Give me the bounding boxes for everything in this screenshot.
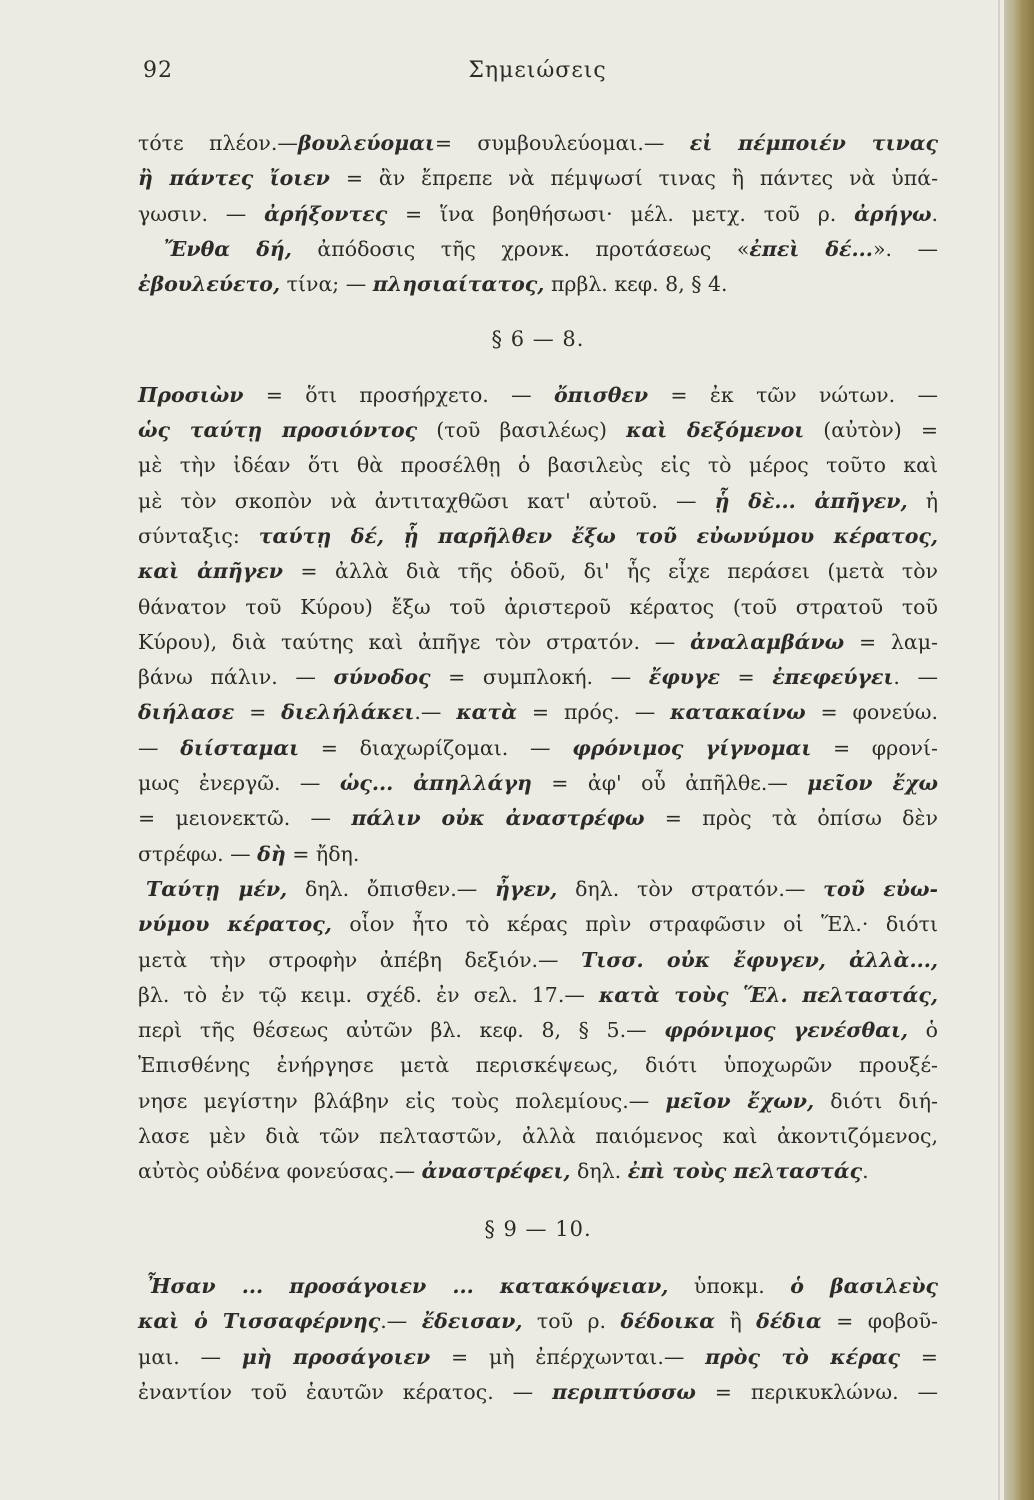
text-line xyxy=(138,872,938,907)
lemma-term: μὴ προσάγοιεν xyxy=(241,1344,431,1369)
text-line xyxy=(138,267,938,302)
gloss-text: μετὰ τὴν στροφὴν ἀπέβη δεξιόν.— xyxy=(138,947,582,972)
gloss-text: ἐναντίον τοῦ ἑαυτῶν κέρατος. — xyxy=(138,1379,553,1404)
lemma-term: ἔφυγε xyxy=(648,665,720,690)
gloss-text: τίνα; — xyxy=(280,272,373,297)
gloss-text: ὁ xyxy=(908,1018,938,1043)
lemma-term: Ἔνθα δή, xyxy=(164,236,292,261)
lemma-term: βουλεύομαι xyxy=(297,131,435,155)
gloss-text: οἷον ἦτο τὸ κέρας πρὶν στραφῶσιν οἱ Ἕλ.· διότι xyxy=(331,912,939,937)
text-line xyxy=(138,1269,938,1304)
gloss-text: θάνατον τοῦ Κύρου) ἔξω τοῦ ἀριστεροῦ κέρατος (τοῦ στρατοῦ τοῦ xyxy=(138,594,938,619)
lemma-term: δέδοικα xyxy=(620,1309,716,1334)
running-title: Σημειώσεις xyxy=(468,58,607,83)
lemma-term: μεῖον ἔχων, xyxy=(665,1088,815,1113)
lemma-term: Ταύτῃ μέν, xyxy=(146,876,288,901)
lemma-term: ἀναστρέφει, xyxy=(421,1159,571,1184)
lemma-term: δέδια xyxy=(756,1309,822,1334)
lemma-term: εἰ πέμποιέν τινας xyxy=(689,131,938,155)
lemma-term: ἀναλαμβάνω xyxy=(690,629,845,654)
lemma-term: ὄπισθεν xyxy=(554,382,649,407)
lemma-term: ἀρήξοντες xyxy=(264,201,388,226)
text-line xyxy=(138,484,938,519)
lemma-term: δὴ xyxy=(257,841,286,866)
gloss-text: τοῦ ρ. xyxy=(522,1309,621,1334)
gloss-text: = φοβοῦ- xyxy=(821,1309,938,1334)
text-line xyxy=(138,161,938,196)
lemma-term: κατακαίνω xyxy=(670,700,806,725)
gloss-text: λασε μὲν διὰ τῶν πελταστῶν, ἀλλὰ παιόμενος καὶ ἀκοντιζόμενος, xyxy=(138,1124,938,1149)
lemma-term: ἐβουλεύετο, xyxy=(138,272,281,297)
lemma-term: ἐπεὶ δέ... xyxy=(749,236,873,261)
gloss-text: .— xyxy=(380,1309,422,1334)
text-line xyxy=(138,907,938,942)
gloss-text: = ἐκ τῶν νώτων. — xyxy=(648,382,939,407)
gloss-text: στρέφω. — xyxy=(138,841,258,866)
text-line xyxy=(138,1013,938,1048)
gloss-text: = λαμ- xyxy=(844,629,938,654)
gloss-text: διότι διή- xyxy=(814,1088,938,1113)
lemma-term: Ἦσαν ... προσάγοιεν ... κατακόψειαν, xyxy=(146,1273,669,1298)
text-line xyxy=(138,554,938,589)
gloss-text: δηλ. τὸν στρατόν.— xyxy=(557,876,824,901)
gloss-text: = ἀφ' οὗ ἀπῆλθε.— xyxy=(531,771,808,796)
gloss-text: ἢ xyxy=(715,1309,757,1334)
gloss-text: ὑποκμ. xyxy=(668,1273,791,1298)
lemma-term: ὡς... ἀπηλλάγη xyxy=(339,771,532,796)
lemma-term: φρόνιμος γενέσθαι, xyxy=(664,1018,908,1043)
gloss-text: δηλ. ὄπισθεν.— xyxy=(287,876,496,901)
gloss-text: = xyxy=(900,1344,938,1369)
lemma-term: ᾗ δὲ... ἀπῆγεν, xyxy=(714,488,908,513)
gloss-text: βάνω πάλιν. — xyxy=(138,665,334,690)
gloss-text: = φρονί- xyxy=(811,735,938,760)
gloss-text: = περικυκλώνω. — xyxy=(695,1379,939,1404)
text-line xyxy=(138,448,938,483)
lemma-term: νύμου κέρατος, xyxy=(138,912,332,937)
gloss-text: = ἤδη. xyxy=(285,841,360,866)
gloss-text: = ἵνα βοηθήσωσι· μέλ. μετχ. τοῦ ρ. xyxy=(387,201,855,226)
text-line xyxy=(138,978,938,1013)
text-line xyxy=(138,837,938,872)
gloss-text: — xyxy=(138,735,181,760)
lemma-term: διήλασε xyxy=(138,700,235,725)
text-line xyxy=(138,660,938,695)
gloss-text: τότε πλέον.— xyxy=(138,131,298,155)
lemma-term: ταύτῃ δέ, ᾗ παρῆλθεν ἔξω τοῦ εὐωνύμου κέρατος, xyxy=(258,523,938,548)
section-heading: § 9 — 10. xyxy=(484,1216,592,1241)
gloss-text: μως ἐνεργῶ. — xyxy=(138,771,340,796)
lemma-term: ἀρήγω xyxy=(854,201,932,226)
text-line xyxy=(138,766,938,801)
gloss-text: = συμπλοκή. — xyxy=(430,665,649,690)
text-line xyxy=(138,232,938,267)
gloss-text: .— xyxy=(414,700,457,725)
gloss-text: Κύρου), διὰ ταύτης καὶ ἀπῆγε τὸν στρατόν. — xyxy=(138,629,691,654)
book-page-edge xyxy=(1004,0,1034,1500)
gloss-text: = ἀλλὰ διὰ τῆς ὁδοῦ, δι' ἧς εἶχε περάσει (μετὰ τὸν xyxy=(283,559,938,584)
text-line xyxy=(138,413,938,448)
gloss-text: ». — xyxy=(872,236,938,261)
page-gutter-line xyxy=(998,0,1000,1500)
lemma-term: ὡς ταύτῃ προσιόντος xyxy=(138,418,418,443)
gloss-text: = μὴ ἐπέρχωνται.— xyxy=(430,1344,706,1369)
text-line xyxy=(138,943,938,978)
lemma-term: καὶ ὁ Τισσαφέρνης xyxy=(138,1309,381,1334)
gloss-text: . xyxy=(931,201,939,226)
gloss-text: = ὅτι προσήρχετο. — xyxy=(243,382,554,407)
gloss-text: (τοῦ βασιλέως) xyxy=(417,418,627,443)
lemma-term: φρόνιμος γίγνομαι xyxy=(572,735,812,760)
gloss-text: = διαχωρίζομαι. — xyxy=(299,735,573,760)
page-header xyxy=(135,58,940,98)
gloss-text: σύνταξις: xyxy=(138,523,259,548)
gloss-text: ἀπόδοσις τῆς χρονκ. προτάσεως « xyxy=(291,236,750,261)
text-line xyxy=(138,590,938,625)
gloss-text: μαι. — xyxy=(138,1344,242,1369)
gloss-text: νησε μεγίστην βλάβην εἰς τοὺς πολεμίους.— xyxy=(138,1088,666,1113)
gloss-text: αὐτὸς οὐδένα φονεύσας.— xyxy=(138,1159,422,1184)
lemma-term: μεῖον ἔχω xyxy=(807,771,938,796)
gloss-text: μὲ τὴν ἰδέαν ὅτι θὰ προσέλθῃ ὁ βασιλεὺς εἰς τὸ μέρος τοῦτο καὶ xyxy=(138,453,938,478)
notes-body xyxy=(138,126,938,1410)
text-line xyxy=(138,1304,938,1339)
text-line xyxy=(138,1154,938,1189)
lemma-term: κατὰ xyxy=(456,700,518,725)
text-line xyxy=(138,1084,938,1119)
gloss-text: = πρὸς τὰ ὀπίσω δὲν xyxy=(644,806,938,831)
text-line xyxy=(138,1340,938,1375)
gloss-text: = πρός. — xyxy=(517,700,671,725)
lemma-term: ἐπὶ τοὺς πελταστάς xyxy=(627,1159,863,1184)
lemma-term: πάλιν οὐκ ἀναστρέφω xyxy=(351,806,645,831)
text-line xyxy=(138,519,938,554)
lemma-term: καὶ δεξόμενοι xyxy=(626,418,805,443)
lemma-term: Προσιὼν xyxy=(138,382,244,407)
lemma-term: κατὰ τοὺς Ἕλ. πελταστάς, xyxy=(598,982,938,1007)
lemma-term: ἐπεφεύγει xyxy=(772,665,894,690)
lemma-term: ἔδεισαν, xyxy=(421,1309,523,1334)
lemma-term: Τισσ. οὐκ ἔφυγεν, ἀλλὰ..., xyxy=(581,947,938,972)
gloss-text: Ἐπισθένης ἐνήργησε μετὰ περισκέψεως, διότι ὑποχωρῶν προυξέ- xyxy=(138,1053,938,1078)
lemma-term: τοῦ εὐω- xyxy=(823,876,938,901)
lemma-term: σύνοδος xyxy=(333,665,431,690)
lemma-term: πλησιαίτατος, xyxy=(372,272,545,297)
lemma-term: ὁ βασιλεὺς xyxy=(790,1273,938,1298)
gloss-text: = μειονεκτῶ. — xyxy=(138,806,352,831)
gloss-text: βλ. τὸ ἐν τῷ κειμ. σχέδ. ἐν σελ. 17.— xyxy=(138,982,599,1007)
gloss-text: = xyxy=(234,700,282,725)
lemma-term: διελήλάκει xyxy=(281,700,415,725)
text-line xyxy=(138,801,938,836)
lemma-term: καὶ ἀπῆγεν xyxy=(138,559,283,584)
section-heading: § 6 — 8. xyxy=(491,327,585,352)
gloss-text: ἡ xyxy=(907,488,938,513)
lemma-term: διίσταμαι xyxy=(180,735,300,760)
text-line xyxy=(138,197,938,232)
text-line xyxy=(138,1119,938,1154)
text-line xyxy=(138,695,938,730)
lemma-term: ἦγεν, xyxy=(495,876,558,901)
text-line xyxy=(138,1375,938,1410)
page-number: 92 xyxy=(143,58,173,83)
text-line xyxy=(138,625,938,660)
gloss-text: = ἂν ἔπρεπε νὰ πέμψωσί τινας ἢ πάντες νὰ ὑπά- xyxy=(329,166,938,191)
gloss-text: δηλ. xyxy=(570,1159,628,1184)
text-line xyxy=(138,126,938,161)
gloss-text: περὶ τῆς θέσεως αὐτῶν βλ. κεφ. 8, § 5.— xyxy=(138,1018,665,1043)
gloss-text: . — xyxy=(893,665,938,690)
lemma-term: περιπτύσσω xyxy=(552,1379,696,1404)
gloss-text: . xyxy=(862,1159,869,1184)
gloss-text: μὲ τὸν σκοπὸν νὰ ἀντιταχθῶσι κατ' αὐτοῦ. — xyxy=(138,488,715,513)
lemma-term: πρὸς τὸ κέρας xyxy=(705,1344,900,1369)
gloss-text: πρβλ. κεφ. 8, § 4. xyxy=(544,272,728,297)
lemma-term: ἢ πάντες ἴοιεν xyxy=(138,166,330,191)
text-line xyxy=(138,1048,938,1083)
gloss-text: = συμβουλεύομαι.— xyxy=(434,131,690,155)
text-line xyxy=(138,731,938,766)
gloss-text: = φονεύω. xyxy=(805,700,938,725)
gloss-text: = xyxy=(719,665,773,690)
text-line xyxy=(138,378,938,413)
gloss-text: (αὐτὸν) = xyxy=(804,418,939,443)
gloss-text: γωσιν. — xyxy=(138,201,265,226)
